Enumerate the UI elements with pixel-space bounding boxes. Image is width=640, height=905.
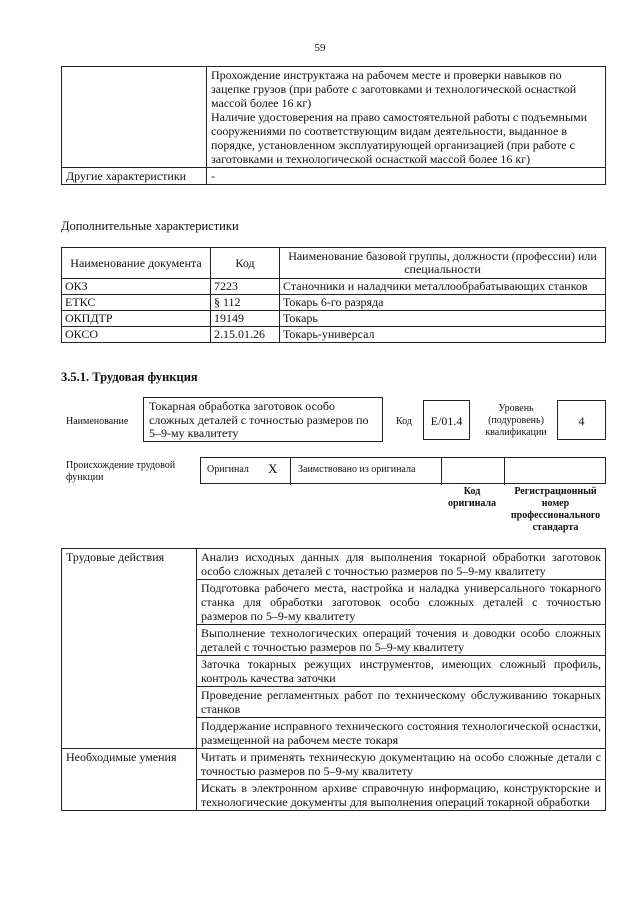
name-cell: Токарь bbox=[280, 311, 606, 327]
action-item: Заточка токарных режущих инструментов, имеющих сложный профиль, контроль качества заточки bbox=[197, 656, 606, 687]
table-row bbox=[62, 549, 606, 580]
other-characteristics-value: - bbox=[207, 168, 606, 185]
doc-cell: ОКПДТР bbox=[62, 311, 211, 327]
function-name-box: Токарная обработка заготовок особо сложных деталей с точностью размеров по 5–9-му квалитету bbox=[143, 397, 383, 442]
function-code-box: E/01.4 bbox=[423, 400, 470, 440]
action-item: Проведение регламентных работ по техническому обслуживанию токарных станков bbox=[197, 687, 606, 718]
origin-label: Происхождение трудовой функции bbox=[66, 460, 176, 483]
requirement-item: Наличие удостоверения на право самостоятельной работы с подъемными сооружениями по соответствующим видам деятельности, выданное в порядке, установленном эксплуатирующей организацией (при работе с заготовками и технологической оснасткой массой более 16 кг) bbox=[211, 110, 588, 166]
skill-item: Искать в электронном архиве справочную информацию, конструкторские и технологические документы для выполнения операций токарной обработки bbox=[197, 780, 606, 811]
action-item: Поддержание исправного технического состояния технологической оснастки, размещенной на рабочем месте токаря bbox=[197, 718, 606, 749]
code-cell: 2.15.01.26 bbox=[211, 327, 280, 343]
table-row bbox=[62, 311, 606, 327]
details-table bbox=[61, 548, 606, 811]
requirements-cell bbox=[207, 67, 606, 168]
table-header-row bbox=[62, 248, 606, 279]
action-item: Выполнение технологических операций точения и доводки особо сложных деталей с точностью размеров по 5–9-му квалитету bbox=[197, 625, 606, 656]
code-cell: 7223 bbox=[211, 279, 280, 295]
table-row bbox=[62, 327, 606, 343]
code-original-label: Код оригинала bbox=[447, 486, 497, 509]
registration-number-label: Регистрационный номер профессионального стандарта bbox=[510, 486, 601, 533]
table-row bbox=[62, 295, 606, 311]
code-label: Код bbox=[396, 416, 412, 427]
original-label: Оригинал bbox=[207, 464, 249, 475]
page-number: 59 bbox=[314, 42, 326, 54]
table-row bbox=[62, 749, 606, 780]
original-mark: X bbox=[268, 461, 278, 476]
doc-cell: ОКЗ bbox=[62, 279, 211, 295]
borrowed-label: Заимствовано из оригинала bbox=[298, 464, 416, 475]
skills-label: Необходимые умения bbox=[62, 749, 197, 811]
skill-item: Читать и применять техническую документацию на особо сложные детали с точностью размеров по 5–9-му квалитету bbox=[197, 749, 606, 780]
requirements-table bbox=[61, 66, 606, 185]
action-item: Анализ исходных данных для выполнения токарной обработки заготовок особо сложных деталей с точностью размеров по 5–9-му квалитету bbox=[197, 549, 606, 580]
actions-label: Трудовые действия bbox=[62, 549, 197, 749]
level-value-box: 4 bbox=[557, 400, 606, 440]
name-label: Наименование bbox=[66, 416, 129, 427]
header-code: Код bbox=[211, 248, 280, 279]
action-item: Подготовка рабочего места, настройка и наладка универсального токарного станка для обработки заготовок особо сложных деталей с точностью размеров по 5–9-му квалитету bbox=[197, 580, 606, 625]
additional-table bbox=[61, 247, 606, 343]
table-row bbox=[62, 279, 606, 295]
other-characteristics-label: Другие характеристики bbox=[62, 168, 207, 185]
empty-cell bbox=[62, 67, 207, 168]
name-cell: Токарь-универсал bbox=[280, 327, 606, 343]
additional-heading: Дополнительные характеристики bbox=[61, 219, 239, 233]
header-name: Наименование базовой группы, должности (профессии) или специальности bbox=[280, 248, 606, 279]
table-row bbox=[62, 67, 606, 168]
section-title: 3.5.1. Трудовая функция bbox=[61, 370, 198, 384]
code-cell: 19149 bbox=[211, 311, 280, 327]
level-label: Уровень (подуровень) квалификации bbox=[485, 403, 547, 438]
code-cell: § 112 bbox=[211, 295, 280, 311]
requirement-item: Прохождение инструктажа на рабочем месте и проверки навыков по зацепке грузов (при работе с заготовками и технологической оснасткой массой более 16 кг) bbox=[211, 68, 577, 110]
doc-cell: ОКСО bbox=[62, 327, 211, 343]
name-cell: Станочники и наладчики металлообрабатывающих станков bbox=[280, 279, 606, 295]
doc-cell: ЕТКС bbox=[62, 295, 211, 311]
header-doc: Наименование документа bbox=[62, 248, 211, 279]
table-row bbox=[62, 168, 606, 185]
name-cell: Токарь 6-го разряда bbox=[280, 295, 606, 311]
